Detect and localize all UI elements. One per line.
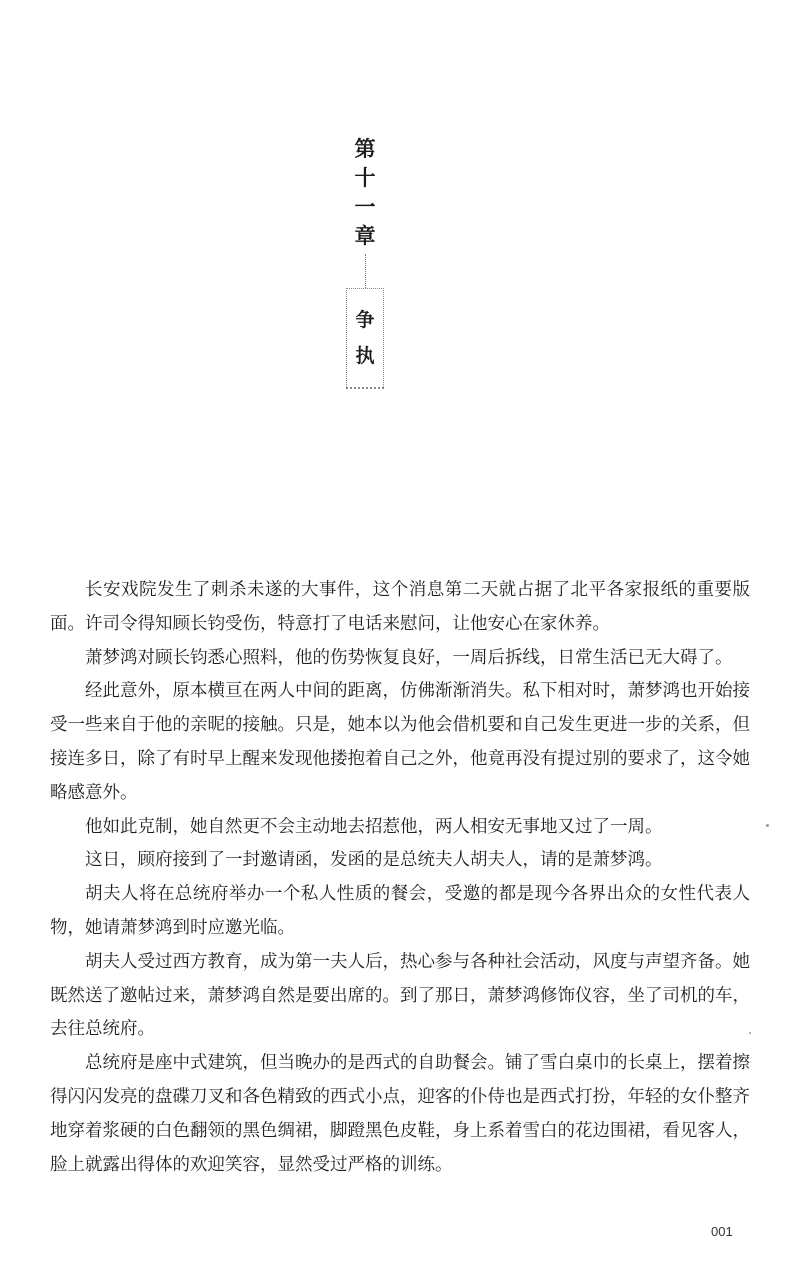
chapter-number	[343, 134, 387, 250]
paragraph: 胡夫人受过西方教育，成为第一夫人后，热心参与各种社会活动，风度与声望齐备。她既然送了邀帖过来，萧梦鸿自然是要出席的。到了那日，萧梦鸿修饰仪容，坐了司机的车，去往总统府。	[50, 951, 750, 1040]
chapter-number-char: 一	[354, 194, 376, 219]
page-number: 001	[711, 1224, 733, 1239]
chapter-number-char: 十	[354, 165, 376, 190]
paragraph: 长安戏院发生了刺杀未遂的大事件，这个消息第二天就占据了北平各家报纸的重要版面。许司令得知顾长钧受伤，特意打了电话来慰问，让他安心在家休养。	[50, 580, 750, 634]
paragraph: 萧梦鸿对顾长钧悉心照料，他的伤势恢复良好，一周后拆线，日常生活已无大碍了。	[85, 647, 733, 668]
chapter-number-char: 章	[354, 223, 376, 248]
chapter-title-char: 争	[355, 309, 375, 331]
dotted-divider	[365, 254, 366, 288]
chapter-heading	[343, 134, 387, 389]
chapter-body	[50, 574, 750, 1182]
paragraph: 这日，顾府接到了一封邀请函，发函的是总统夫人胡夫人，请的是萧梦鸿。	[85, 850, 663, 871]
chapter-title-char: 执	[355, 345, 375, 367]
scan-speck	[766, 824, 769, 827]
paragraph: 经此意外，原本横亘在两人中间的距离，仿佛渐渐消失。私下相对时，萧梦鸿也开始接受一些来自于他的亲昵的接触。只是，她本以为他会借机要和自己发生更进一步的关系，但接连多日，除了有时早上醒来发现他搂抱着自己之外，他竟再没有提过别的要求了，这令她略感意外。	[50, 681, 750, 803]
paragraph: 胡夫人将在总统府举办一个私人性质的餐会，受邀的都是现今各界出众的女性代表人物，她请萧梦鸿到时应邀光临。	[50, 884, 750, 938]
chapter-number-char: 第	[354, 136, 376, 161]
scan-speck	[749, 1032, 751, 1034]
paragraph: 总统府是座中式建筑，但当晚办的是西式的自助餐会。铺了雪白桌巾的长桌上，摆着擦得闪闪发亮的盘碟刀叉和各色精致的西式小点，迎客的仆侍也是西式打扮，年轻的女仆整齐地穿着浆硬的白色翻领的黑色绸裙，脚蹬黑色皮鞋，身上系着雪白的花边围裙，看见客人，脸上就露出得体的欢迎笑容，显然受过严格的训练。	[50, 1053, 750, 1175]
chapter-title-box	[346, 288, 384, 389]
paragraph: 他如此克制，她自然更不会主动地去招惹他，两人相安无事地又过了一周。	[85, 816, 663, 837]
